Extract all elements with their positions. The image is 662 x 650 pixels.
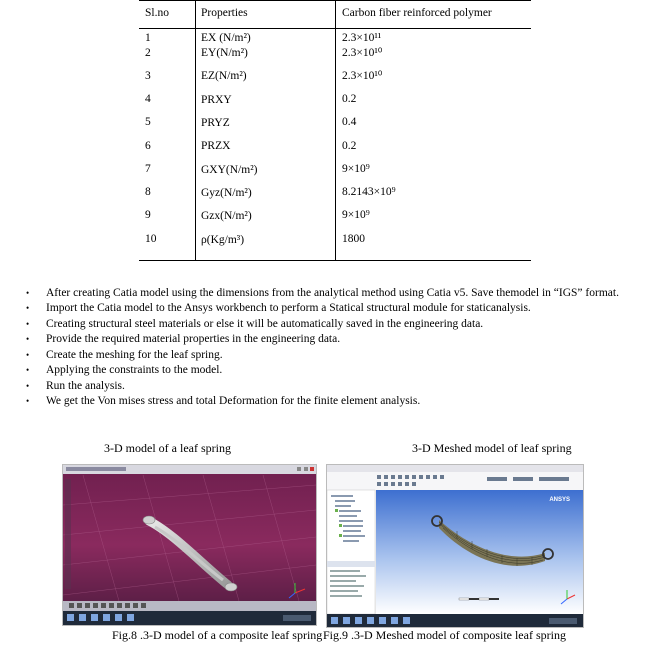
table-cell-value: 0.2 (342, 140, 357, 152)
list-item-text: Provide the required material properties in the engineering data. (46, 333, 341, 345)
list-item (0, 363, 662, 378)
table-cell-property: Gyz(N/m²) (201, 187, 252, 199)
list-item-text: Import the Catia model to the Ansys workbench to perform a Statical structural module for staticanalysis. (46, 302, 531, 314)
table-cell-value: 2.3×10¹⁰ (342, 70, 383, 82)
list-item (0, 317, 662, 332)
table-cell-property: PRXY (201, 94, 232, 106)
bullet-icon: • (26, 396, 30, 406)
bullet-icon: • (26, 350, 30, 360)
table-cell-no: 5 (145, 116, 151, 128)
table-cell-no: 1 (145, 32, 151, 44)
table-cell-value: 1800 (342, 233, 365, 245)
table-header-material: Carbon fiber reinforced polymer (342, 7, 492, 19)
list-item (0, 379, 662, 394)
bullet-icon: • (26, 288, 30, 298)
catia-leaf-spring-image (63, 465, 316, 625)
table-cell-no: 8 (145, 186, 151, 198)
table-column-divider (195, 0, 196, 261)
bullet-icon: • (26, 319, 30, 329)
right-figure-caption: Fig.9 .3-D Meshed model of composite leaf spring (323, 628, 566, 642)
table-header-properties: Properties (201, 7, 248, 19)
table-cell-property: Gzx(N/m²) (201, 210, 252, 222)
table-cell-value: 9×10⁹ (342, 163, 370, 175)
table-cell-value: 8.2143×10⁹ (342, 186, 396, 198)
table-cell-property: GXY(N/m²) (201, 164, 258, 176)
table-cell-value: 2.3×10¹¹ (342, 32, 382, 44)
ansys-screenshot (326, 464, 584, 628)
left-figure-caption: Fig.8 .3-D model of a composite leaf spring (112, 628, 323, 642)
list-item-text: Create the meshing for the leaf spring. (46, 349, 223, 361)
table-cell-no: 10 (145, 233, 157, 245)
catia-screenshot (62, 464, 317, 626)
table-cell-value: 2.3×10¹⁰ (342, 47, 383, 59)
list-item-text: Creating structural steel materials or else it will be automatically saved in the engineering data. (46, 318, 484, 330)
list-item-text: Applying the constraints to the model. (46, 364, 223, 376)
table-cell-no: 3 (145, 70, 151, 82)
list-item-text: Run the analysis. (46, 380, 125, 392)
table-cell-no: 6 (145, 140, 151, 152)
table-column-divider (335, 0, 336, 261)
table-cell-property: PRYZ (201, 117, 230, 129)
table-cell-property: EX (N/m²) (201, 32, 251, 44)
table-cell-no: 9 (145, 209, 151, 221)
bullet-icon: • (26, 365, 30, 375)
table-cell-property: ρ(Kg/m³) (201, 234, 245, 246)
list-item (0, 286, 662, 301)
right-figure-title: 3-D Meshed model of leaf spring (412, 441, 572, 455)
table-cell-value: 0.2 (342, 93, 357, 105)
list-item (0, 394, 662, 409)
table-cell-property: EZ(N/m²) (201, 70, 247, 82)
table-cell-no: 4 (145, 93, 151, 105)
table-cell-property: PRZX (201, 140, 231, 152)
ansys-logo: ANSYS (549, 497, 570, 503)
list-item (0, 332, 662, 347)
table-cell-property: EY(N/m²) (201, 47, 248, 59)
ansys-mesh-image (327, 465, 583, 627)
table-cell-no: 7 (145, 163, 151, 175)
bullet-icon: • (26, 303, 30, 313)
bullet-icon: • (26, 334, 30, 344)
left-figure-title: 3-D model of a leaf spring (104, 441, 231, 455)
table-cell-value: 9×10⁹ (342, 209, 370, 221)
table-cell-value: 0.4 (342, 116, 357, 128)
list-item-text: After creating Catia model using the dimensions from the analytical method using Catia v5. Save themodel in “IGS” format. (46, 287, 619, 299)
table-header-slno: Sl.no (145, 7, 169, 19)
bullet-icon: • (26, 381, 30, 391)
table-cell-no: 2 (145, 47, 151, 59)
list-item (0, 301, 662, 316)
list-item (0, 348, 662, 363)
list-item-text: We get the Von mises stress and total Deformation for the finite element analysis. (46, 395, 421, 407)
